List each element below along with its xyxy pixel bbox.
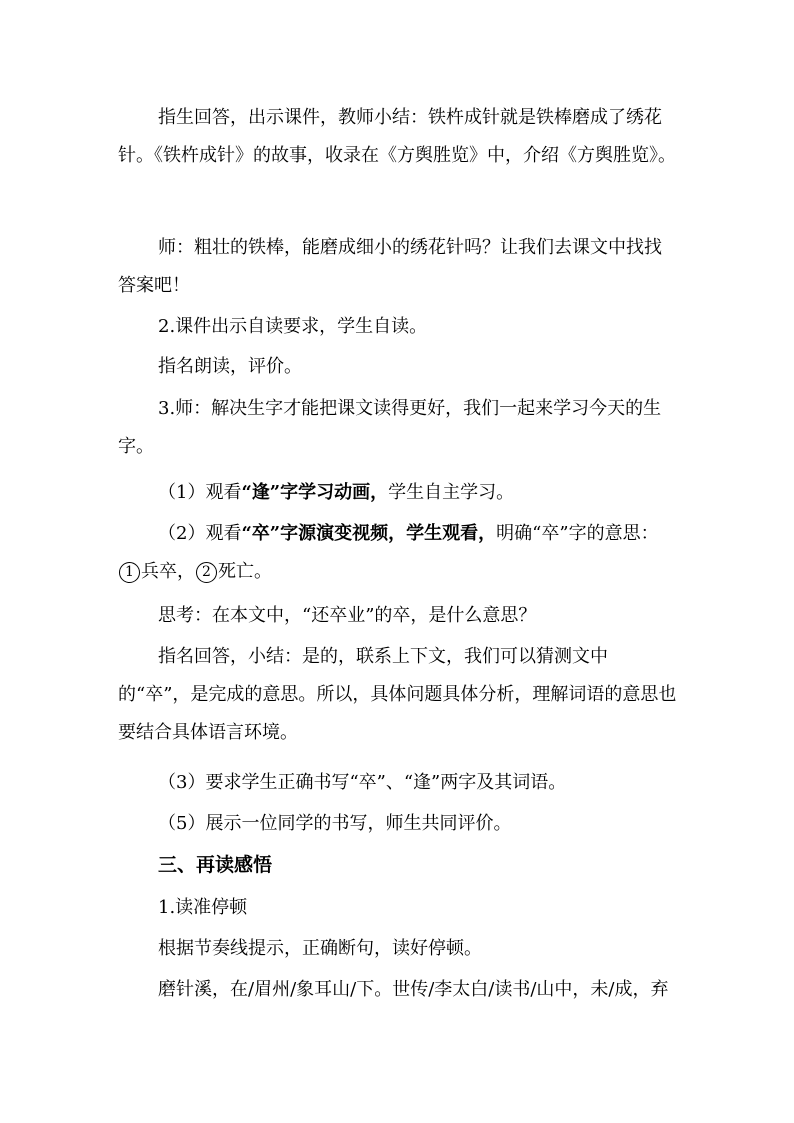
paragraph-think: 思考：在本文中，“还卒业”的卒，是什么意思？ [158,605,537,626]
paragraph-classical-text: 磨针溪，在/眉州/象耳山/下。世传/李太白/读书/山中，未/成，弃 [158,979,669,1000]
meaning-soldier: 兵卒， [141,561,195,582]
paragraph-step-5: （5）展示一位同学的书写，师生共同评价。 [158,813,512,834]
paragraph-rhythm-hint: 根据节奏线提示，正确断句，读好停顿。 [158,938,482,959]
paragraph-self-reading: 2.课件出示自读要求，学生自读。 [158,316,428,337]
paragraph-step-2 [118,515,678,591]
circled-number-2: 2 [196,562,217,583]
paragraph-step-1 [118,474,678,512]
section-heading: 三、再读感悟 [158,854,273,876]
paragraph-teacher-summary: 指生回答，出示课件，教师小结：铁杵成针就是铁棒磨成了绣花针。《铁杵成针》的故事，收录在《方舆胜览》中，介绍《方舆胜览》。 [118,107,676,166]
meaning-death: 死亡。 [218,561,272,582]
paragraph-step-3: （3）要求学生正确书写“卒”、“逢”两字及其词语。 [158,772,567,793]
paragraph-new-characters: 3.师：解决生字才能把课文读得更好，我们一起来学习今天的生字。 [118,398,662,457]
paragraph-answer-summary: 指名回答，小结：是的，联系上下文，我们可以猜测文中的“卒”，是完成的意思。所以，具体问题具体分析，理解词语的意思也要结合具体语言环境。 [118,646,677,743]
circled-number-1: 1 [119,562,140,583]
step-1-prefix: （1）观看 [158,482,242,503]
step-2-bold: “卒”字源演变视频，学生观看， [241,523,497,544]
step-1-bold: “逢”字学习动画， [241,482,389,503]
step-2-suffix: 明确“卒”字的意思： [496,523,659,544]
paragraph-teacher-question: 师：粗壮的铁棒，能磨成细小的绣花针吗？让我们去课文中找找答案吧！ [118,237,662,296]
step-1-suffix: 学生自主学习。 [388,482,515,503]
paragraph-read-aloud: 指名朗读，评价。 [158,356,302,377]
paragraph-read-pauses: 1.读准停顿 [158,897,248,918]
step-2-prefix: （2）观看 [158,523,242,544]
